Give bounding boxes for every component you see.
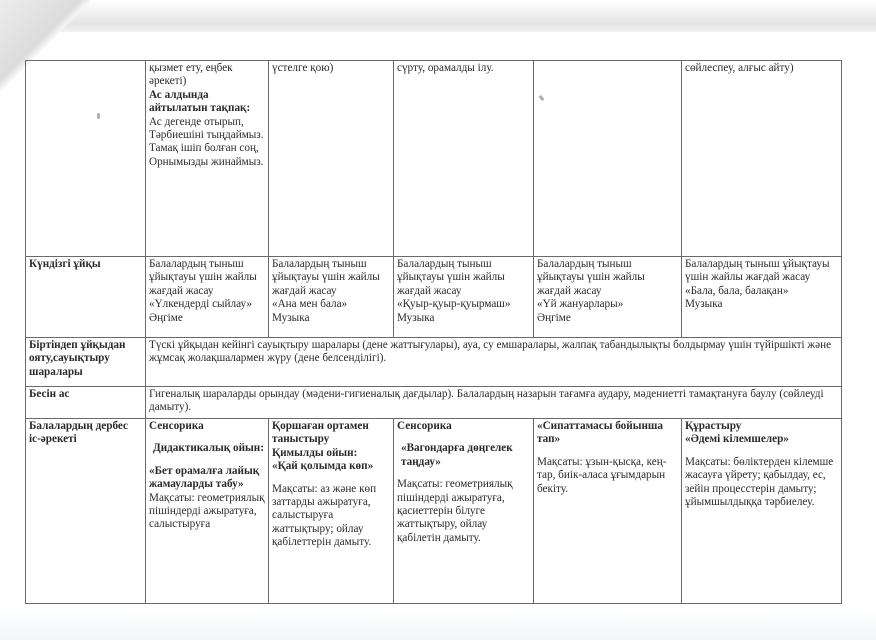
rhyme-line: Ас дегенде отырып, <box>149 115 244 128</box>
activity-title: «Үй жануарлары» <box>537 298 624 311</box>
game-type: Қимылды ойын: <box>272 446 358 459</box>
merged-cell: Түскі ұйқыдан кейінгі сауықтыру шаралары (дене жаттығулары), ауа, су емшаралары, жалпақ табандылықты болдырмау үшін түйіршікті және жұмсақ жолақшалармен жүру (дене белсенділігі). <box>146 338 842 387</box>
game-goal: Мақсаты: бөліктерден кілемше жасауға үйрету; қабылдау, ес, зейін процесстерін дамыту; ұйымшылдыққа тәрбиелеу. <box>685 455 834 509</box>
rhyme-line: Тамақ ішіп болған соң, <box>149 142 259 155</box>
cell-tue <box>269 61 394 257</box>
table-row-wakeup <box>26 338 842 387</box>
table-row-nap <box>26 257 842 338</box>
cell-text: үстелге қою) <box>272 62 334 74</box>
activity-area: Сенсорика <box>397 420 452 432</box>
row-label: Күндізгі ұйқы <box>26 257 146 338</box>
cell-fri <box>682 419 842 604</box>
cell-thu <box>534 257 682 338</box>
cell-tue <box>269 257 394 338</box>
rhyme-line: Орнымызды жинаймыз. <box>149 155 264 168</box>
table-row-independent-activity <box>26 419 842 604</box>
cell-text: Балалардың тыныш ұйықтауы үшін жайлы жағдай жасау <box>149 258 257 297</box>
game-goal: Мақсаты: аз және көп заттарды ажыратуға, салыстыруға жаттықтыру; ойлау қабілеттерін дамыту. <box>272 482 377 549</box>
merged-cell: Гигеналық шараларды орындау (мәдени-гигиеналық дағдылар). Балалардың назарын тағамға аудару, мәдениетті тамақтануға баулу (сөйлеуді дамыту). <box>146 387 842 419</box>
cell-fri <box>682 257 842 338</box>
activity-area: Сенсорика <box>149 420 204 432</box>
activity-type: Әңгіме <box>149 311 183 324</box>
cell-mon <box>146 419 269 604</box>
scan-bottom-margin <box>0 608 876 640</box>
game-goal: Мақсаты: геометриялық пішіндерді ажыратуға, салыстыруға <box>149 491 265 531</box>
table-row-snack <box>26 387 842 419</box>
activity-type: Әңгіме <box>537 311 571 324</box>
row-label: Балалардың дербес іс-әрекеті <box>26 419 146 604</box>
row-label: Бесін ас <box>26 387 146 419</box>
cell-text: қызмет ету, еңбек әрекеті) <box>149 62 233 88</box>
cell-text: Балалардың тыныш ұйықтауы үшін жайлы жағдай жасау <box>272 258 380 297</box>
game-title: «Қай қолымда көп» <box>272 460 374 473</box>
activity-title: «Бала, бала, балақан» <box>685 284 789 297</box>
activity-type: Музыка <box>685 298 723 311</box>
cell-wed <box>394 419 534 604</box>
cell-mon <box>146 257 269 338</box>
activity-type: Музыка <box>272 311 310 324</box>
cell-text: Балалардың тыныш ұйықтауы үшін жайлы жағдай жасау <box>397 258 505 297</box>
cell-wed <box>394 257 534 338</box>
activity-area: Құрастыру <box>685 420 742 432</box>
activity-title: «Қуыр-қуыр-қуырмаш» <box>397 298 511 311</box>
game-goal: Мақсаты: ұзын-қысқа, кең-тар, биік-аласа ұғымдарын бекіту. <box>537 455 667 495</box>
table-row-meal-continuation <box>26 61 842 257</box>
cell-fri <box>682 61 842 257</box>
activity-area: Қоршаған ортамен таныстыру <box>272 420 369 446</box>
cell-wed <box>394 61 534 257</box>
activity-title: «Ана мен бала» <box>272 298 348 311</box>
cell-thu <box>534 61 682 257</box>
rhyme-line: Тәрбиешіні тыңдаймыз. <box>149 129 264 142</box>
game-type: Дидактикалық ойын: <box>153 442 264 455</box>
game-title: «Вагондарға дөңгелек таңдау» <box>401 442 513 468</box>
cell-text: сүрту, орамалды ілу. <box>397 62 494 74</box>
cell-mon <box>146 61 269 257</box>
game-goal: Мақсаты: геометриялық пішіндерді ажыратуға, қасиеттерін білуге жаттықтыру, ойлау қабілетін дамыту. <box>397 478 513 544</box>
game-title: «Сипаттамасы бойынша тап» <box>537 420 663 446</box>
cell-thu <box>534 419 682 604</box>
activity-type: Музыка <box>397 311 435 324</box>
game-title: «Бет орамалға лайық жамауларды табу» <box>149 464 260 491</box>
scan-top-shadow <box>0 0 876 32</box>
cell-text: сөйлеспеу, алғыс айту) <box>685 62 794 74</box>
cell-text: Балалардың тыныш ұйықтауы үшін жайлы жағдай жасау <box>537 258 645 297</box>
row-label <box>26 61 146 257</box>
daily-plan-table <box>25 60 842 604</box>
cell-tue <box>269 419 394 604</box>
scan-speck <box>97 113 100 119</box>
game-title: «Әдемі кілемшелер» <box>685 433 789 446</box>
cell-text: Балалардың тыныш ұйықтауы үшін жайлы жағдай жасау <box>685 258 830 284</box>
row-label: Біртіндеп ұйқыдан ояту,сауықтыру шаралары <box>26 338 146 387</box>
activity-title: «Үлкендерді сыйлау» <box>149 298 252 311</box>
rhyme-title: Ас алдында айтылатын тақпақ: <box>149 88 251 115</box>
